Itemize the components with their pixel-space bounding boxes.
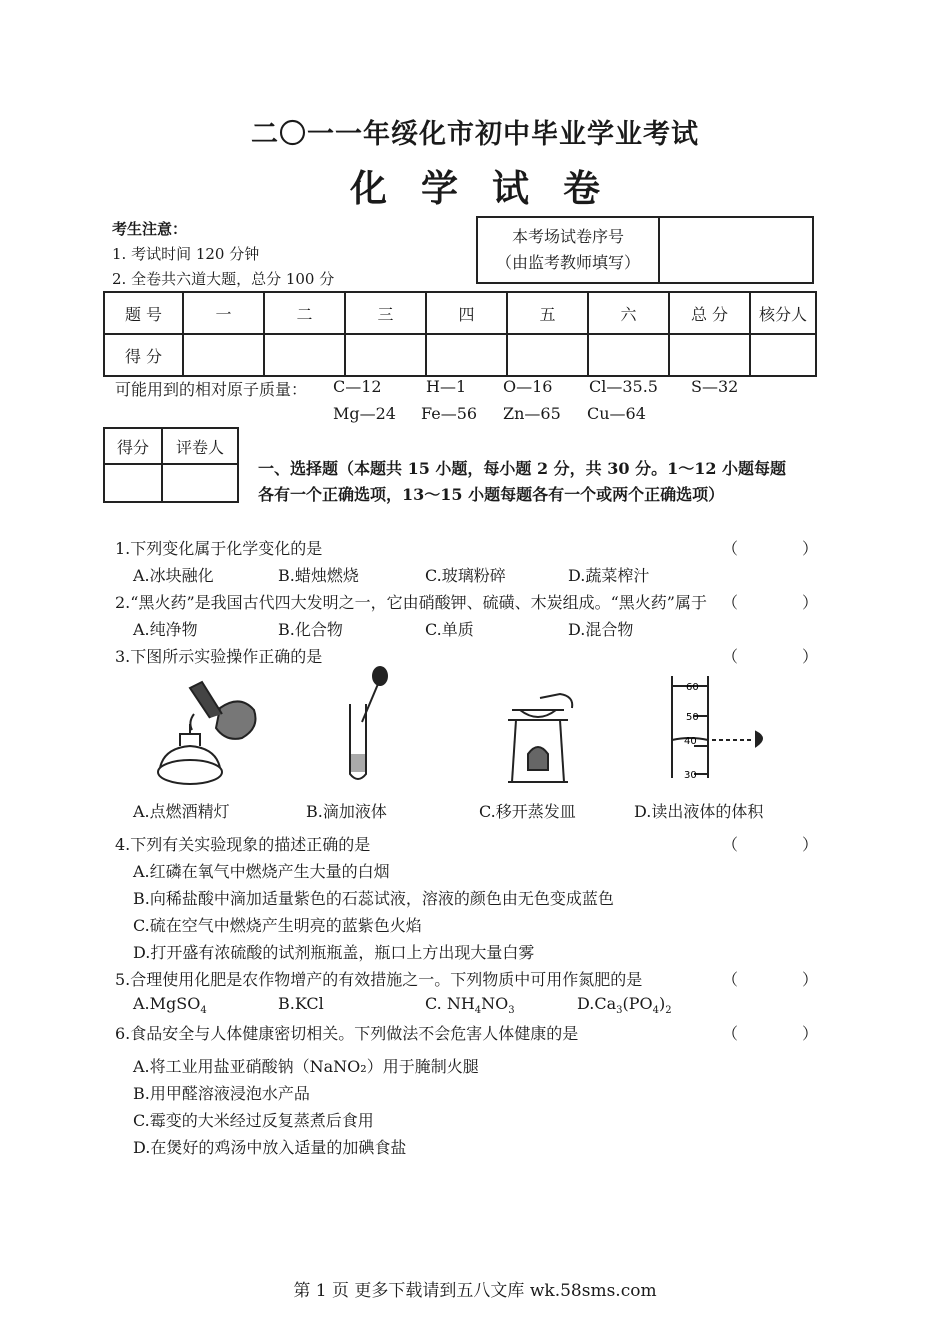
atomic-mass: C—12 [333,377,382,396]
option-c: C.霉变的大米经过反复蒸煮后食用 [133,1111,374,1130]
option-d: $D.Ca_3(PO_4)_2$ [577,994,672,1017]
atomic-mass: Cu—64 [587,404,646,423]
option-b: B.用甲醛溶液浸泡水产品 [133,1084,310,1103]
grader-name-cell[interactable] [162,464,238,502]
dropper-tube-image [336,664,396,788]
option-c: C.玻璃粉碎 [425,566,506,585]
seq-label: 本考场试卷序号 [511,227,624,246]
cylinder-tick-30: 30 [684,770,697,781]
score-row [104,334,816,376]
option-b: B.KCl [278,994,324,1013]
answer-paren[interactable]: （ ） [722,835,819,854]
evaporating-dish-image [494,684,584,788]
score-header-row [104,292,816,334]
score-cell[interactable] [183,334,264,376]
option-b: B.化合物 [278,620,343,639]
option-a: A.红磷在氧气中燃烧产生大量的白烟 [133,862,390,881]
score-cell[interactable] [345,334,426,376]
score-cell[interactable] [588,334,669,376]
score-cell[interactable] [669,334,750,376]
exam-title: 二〇一一年绥化市初中毕业学业考试 [251,119,699,150]
option-a: A.MgSO$_4$ [133,994,207,1017]
option-b: B.滴加液体 [306,802,387,821]
page-footer: 第 1 页 更多下载请到五八文库 wk.58sms.com [293,1281,657,1301]
cylinder-tick-40: 40 [684,736,697,747]
question-5-stem: 5.合理使用化肥是农作物增产的有效措施之一。下列物质中可用作氮肥的是 [115,970,643,989]
score-header-cell: 题 号 [104,292,183,334]
score-header-cell: 二 [264,292,345,334]
grader-score-label: 得分 [104,428,162,464]
option-c: C.移开蒸发皿 [479,802,576,821]
answer-paren[interactable]: （ ） [722,970,819,989]
score-header-cell: 五 [507,292,588,334]
atomic-mass: Fe—56 [421,404,478,423]
option-d: D.读出液体的体积 [634,802,764,821]
option-a: A.点燃酒精灯 [133,802,230,821]
score-cell[interactable] [750,334,816,376]
option-d: D.在煲好的鸡汤中放入适量的加碘食盐 [133,1138,407,1157]
score-table [103,291,817,377]
question-4-stem: 4.下列有关实验现象的描述正确的是 [115,835,371,854]
notice-heading: 考生注意： [112,220,188,238]
option-d: D.打开盛有浓硫酸的试剂瓶瓶盖，瓶口上方出现大量白雾 [133,943,535,962]
answer-paren[interactable]: （ ） [722,1024,819,1043]
option-b: B.蜡烛燃烧 [278,566,359,585]
grader-name-label: 评卷人 [162,428,238,464]
seq-note: （由监考教师填写） [495,253,640,272]
question-1-stem: 1.下列变化属于化学变化的是 [115,539,323,558]
option-c: C.单质 [425,620,474,639]
section1-line-1: 一、选择题（本题共 15 小题，每小题 2 分，共 30 分。1～12 小题每题 [258,459,787,478]
question-3-stem: 3.下图所示实验操作正确的是 [115,647,323,666]
atomic-mass: S—32 [691,377,739,396]
option-c: C. $NH_4NO_3$ [425,994,515,1017]
score-header-cell: 总 分 [669,292,750,334]
option-d: D.混合物 [568,620,634,639]
score-header-cell: 六 [588,292,669,334]
atomic-mass: O—16 [503,377,553,396]
score-cell[interactable] [264,334,345,376]
atomic-mass: Mg—24 [333,404,396,423]
graduated-cylinder-image [664,672,784,784]
notice-line-1: 1. 考试时间 120 分钟 [112,245,260,263]
answer-paren[interactable]: （ ） [722,539,819,558]
option-a: A.将工业用盐亚硝酸钠（NaNO₂）用于腌制火腿 [133,1057,479,1076]
score-header-cell: 三 [345,292,426,334]
alcohol-lamp-image [150,668,270,796]
score-cell[interactable] [507,334,588,376]
section1-line-2: 各有一个正确选项，13～15 小题每题各有一个或两个正确选项） [258,485,725,504]
answer-paren[interactable]: （ ） [722,647,819,666]
option-c: C.硫在空气中燃烧产生明亮的蓝紫色火焰 [133,916,422,935]
score-row-label: 得 分 [104,334,183,376]
paper-subtitle: 化学试卷 [350,166,634,210]
option-b: B.向稀盐酸中滴加适量紫色的石蕊试液，溶液的颜色由无色变成蓝色 [133,889,614,908]
option-a: A.纯净物 [133,620,198,639]
atomic-mass: Zn—65 [503,404,561,423]
grader-box [103,427,239,503]
atomic-mass-label: 可能用到的相对原子质量： [115,380,308,399]
grader-score-cell[interactable] [104,464,162,502]
notice-line-2: 2. 全卷共六道大题，总分 100 分 [112,270,335,288]
question-2-stem: 2.“黑火药”是我国古代四大发明之一，它由硝酸钾、硫磺、木炭组成。“黑火药”属于 [115,593,707,612]
exam-seq-box [476,216,814,284]
answer-paren[interactable]: （ ） [722,593,819,612]
option-a: A.冰块融化 [133,566,214,585]
cylinder-tick-60: 60 [686,682,699,693]
score-header-cell: 核分人 [750,292,816,334]
score-header-cell: 一 [183,292,264,334]
score-header-cell: 四 [426,292,507,334]
atomic-mass: H—1 [426,377,467,396]
cylinder-tick-50: 50 [686,712,699,723]
option-d: D.蔬菜榨汁 [568,566,650,585]
score-cell[interactable] [426,334,507,376]
question-6-stem: 6.食品安全与人体健康密切相关。下列做法不会危害人体健康的是 [115,1024,579,1043]
atomic-mass: Cl—35.5 [589,377,658,396]
seq-input-cell[interactable] [659,217,813,283]
